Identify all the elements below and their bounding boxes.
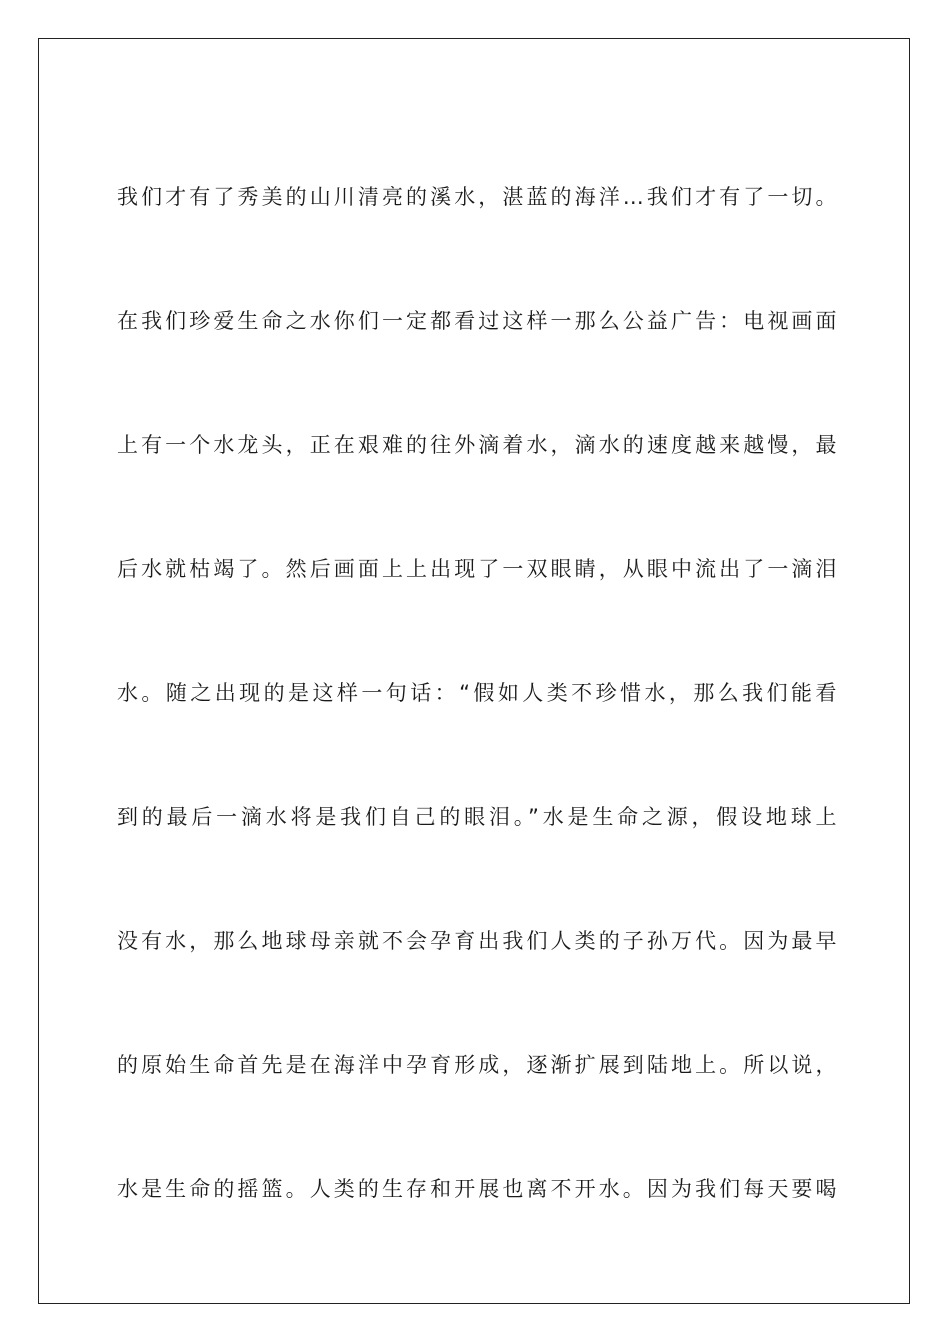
page-frame — [38, 38, 910, 1304]
text-line: 后水就枯竭了。然后画面上上出现了一双眼睛，从眼中流出了一滴泪 — [117, 557, 837, 581]
text-line: 水。随之出现的是这样一句话：“假如人类不珍惜水，那么我们能看 — [117, 681, 837, 705]
text-line: 到的最后一滴水将是我们自己的眼泪。”水是生命之源，假设地球上 — [117, 805, 837, 829]
text-line: 我们才有了秀美的山川清亮的溪水，湛蓝的海洋…我们才有了一切。 — [117, 185, 837, 209]
text-line: 上有一个水龙头，正在艰难的往外滴着水，滴水的速度越来越慢，最 — [117, 433, 837, 457]
document-body — [117, 135, 837, 1251]
text-line: 在我们珍爱生命之水你们一定都看过这样一那么公益广告：电视画面 — [117, 309, 837, 333]
text-line: 没有水，那么地球母亲就不会孕育出我们人类的子孙万代。因为最早 — [117, 929, 837, 953]
text-line: 水是生命的摇篮。人类的生存和开展也离不开水。因为我们每天要喝 — [117, 1177, 837, 1201]
text-line: 的原始生命首先是在海洋中孕育形成，逐渐扩展到陆地上。所以说， — [117, 1053, 837, 1077]
